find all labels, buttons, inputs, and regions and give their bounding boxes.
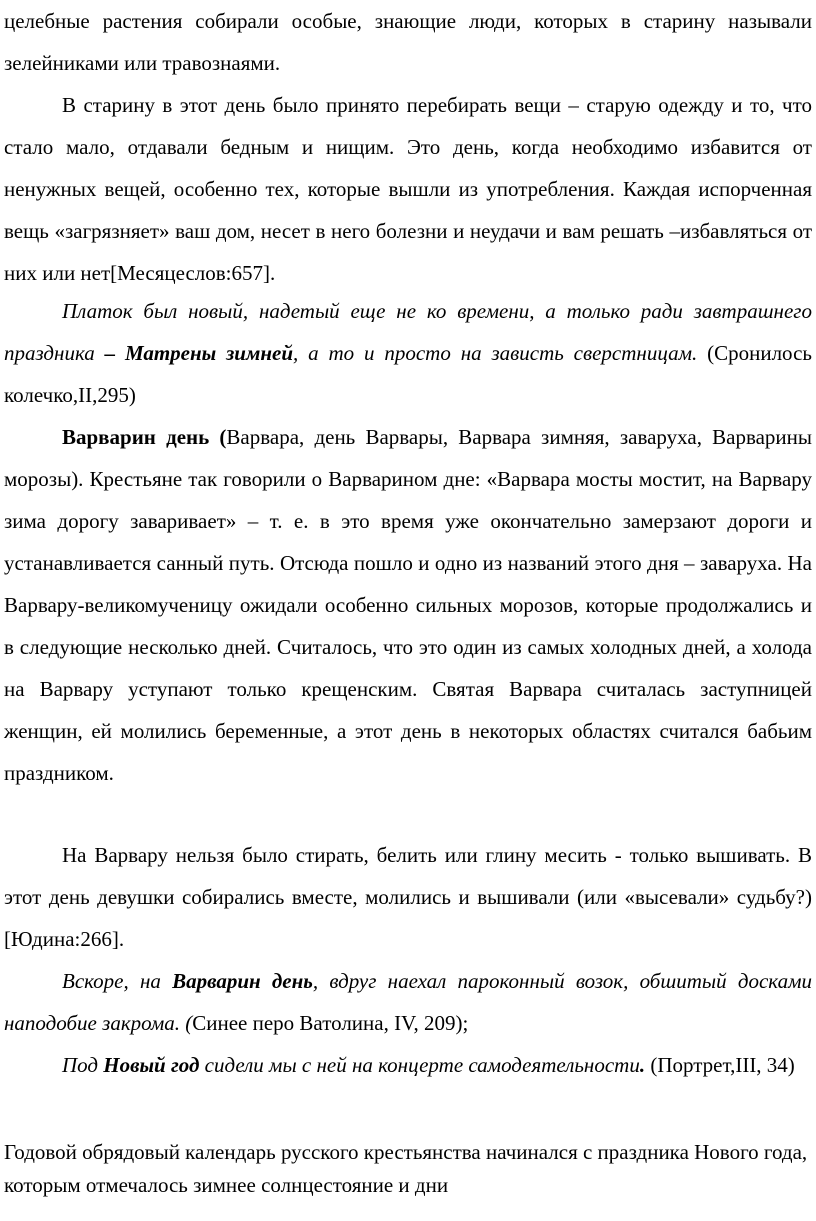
paragraph-1 (4, 0, 812, 84)
quote-new-year-period: . (639, 1053, 646, 1077)
quote-varvarin (4, 960, 812, 1044)
quote-matrena-holiday: – Матрены зимней (94, 341, 294, 365)
quote-matrena-italic-a: Платок был новый, надетый еще не ко времени, а только ради завтрашнего праздника (4, 299, 812, 365)
quote-matrena (4, 290, 812, 416)
quote-new-year-source: (Портрет,III, 34) (645, 1053, 795, 1077)
paragraph-varvarin-den (4, 416, 812, 794)
quote-varvarin-italic-a: Вскоре, на (62, 969, 173, 993)
paragraph-calendar (4, 1136, 812, 1202)
paragraph-1-text: целебные растения собирали особые, знающие люди, которых в старину называли зелейниками или травознаями. (4, 9, 812, 75)
varvarin-den-heading: Варварин день ( (62, 425, 227, 449)
quote-new-year (4, 1044, 812, 1086)
quote-varvarin-italic-b: , вдруг наехал пароконный возок, обшитый досками наподобие закрома. ( (4, 969, 812, 1035)
quote-new-year-holiday: Новый год (103, 1053, 200, 1077)
quote-varvarin-holiday: Варварин день (172, 969, 313, 993)
quote-varvarin-source: Синее перо Ватолина, IV, 209); (192, 1011, 469, 1035)
paragraph-2 (4, 84, 812, 294)
paragraph-5 (4, 834, 812, 960)
quote-matrena-italic-b: , а то и просто на зависть сверстницам. (293, 341, 698, 365)
quote-new-year-italic-b: сидели мы с ней на концерте самодеятельности (199, 1053, 640, 1077)
quote-matrena-source: (Сронилось колечко,II,295) (4, 341, 812, 407)
quote-new-year-italic-a: Под (62, 1053, 104, 1077)
varvarin-den-text: Варвара, день Варвары, Варвара зимняя, заваруха, Варварины морозы). Крестьяне так говорили о Варварином дне: «Варвара мосты мостит, на Варвару зима дорогу заваривает» – т. е. в это время уже окончательно замерзают дороги и устанавливается санный путь. Отсюда пошло и одно из названий этого дня – заваруха. На Варвару-великомученицу ожидали особенно сильных морозов, которые продолжались и в следующие несколько дней. Считалось, что это один из самых холодных дней, а холода на Варвару уступают только крещенским. Святая Варвара считалась заступницей женщин, ей молились беременные, а этот день в некоторых областях считался бабьим праздником. (4, 425, 813, 785)
paragraph-2-text: В старину в этот день было принято перебирать вещи – старую одежду и то, что стало мало, отдавали бедным и нищим. Это день, когда необходимо избавится от ненужных вещей, особенно тех, которые вышли из употребления. Каждая испорченная вещь «загрязняет» ваш дом, несет в него болезни и неудачи и вам решать –избавляться от них или нет[Месяцеслов:657]. (4, 93, 812, 285)
paragraph-5-text: На Варвару нельзя было стирать, белить или глину месить - только вышивать. В этот день девушки собирались вместе, молились и вышивали (или «высевали» судьбу?)[Юдина:266]. (4, 843, 812, 951)
paragraph-calendar-text: Годовой обрядовый календарь русского крестьянства начинался с праздника Нового года, которым отмечалось зимнее солнцестояние и дни (4, 1140, 808, 1197)
